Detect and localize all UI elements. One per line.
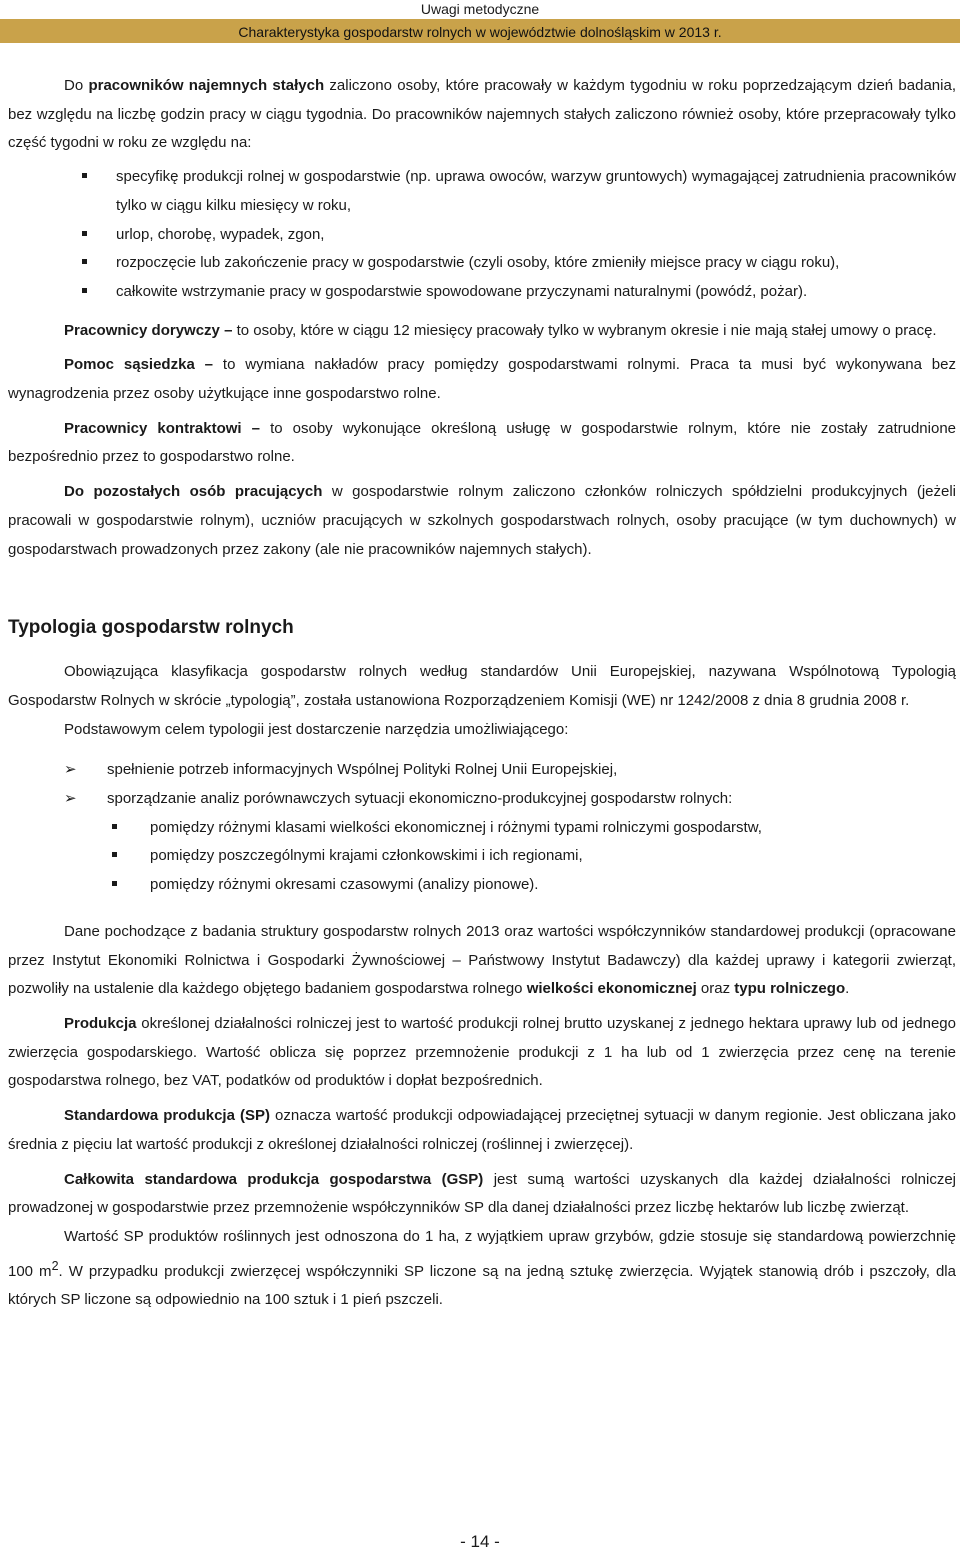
text-sp-value-1: Wartość SP produktów roślinnych jest odnoszona do 1 ha, z wyjątkiem upraw grzybów, gdzie stosuje się standardową powierzchnię 100 m [8,1227,956,1280]
term-neighbour-help: Pomoc sąsiedzka – [64,356,214,374]
paragraph-typology: Obowiązująca klasyfikacja gospodarstw rolnych według standardów Unii Europejskiej, nazywana Wspólnotową Typologią Gospodarstw Rolnych w skrócie „typologią”, została ustanowiona Rozporządzeniem Komisji (WE) nr 1242/2008 z dnia 8 grudnia 2008 r. [8,663,956,709]
arrow-bullet-icon: ➢ [64,790,77,808]
paragraph-contract-workers [8,415,956,472]
list-item [8,756,956,785]
list-item: specyfikę produkcji rolnej w gospodarstwie (np. uprawa owoców, warzyw gruntowych) wymagającej zatrudnienia pracowników tylko w ciągu kilku miesięcy w roku, [8,163,956,220]
paragraph-neighbour-help [8,351,956,408]
term-other-workers: Do pozostałych osób pracujących [64,483,323,501]
text-lead: Do [64,77,89,94]
list-item: całkowite wstrzymanie pracy w gospodarstwie spowodowane przyczynami naturalnymi (powódź, pożar). [8,278,956,307]
header-title: Uwagi metodyczne [420,1,540,17]
paragraph-casual-workers [8,317,956,346]
goal-text: sporządzanie analiz porównawczych sytuacji ekonomiczno-produkcyjnej gospodarstw rolnych: [107,790,733,808]
arrow-bullet-icon: ➢ [64,761,77,779]
paragraph-standard-output [8,1102,956,1159]
paragraph-production [8,1010,956,1096]
term-standard-output: Standardowa produkcja (SP) [64,1107,270,1125]
text-period: . [845,980,850,998]
definition-neighbour-help: to wymiana nakładów pracy pomiędzy gospodarstwami rolnymi. Praca ta musi być wykonywana bez wynagrodzenia przez osoby użytkujące inne gospodarstwo rolne. [8,356,956,403]
term-total-standard-output: Całkowita standardowa produkcja gospodarstwa (GSP) [64,1170,484,1188]
definition-casual-workers: to osoby, które w ciągu 12 miesięcy pracowały tylko w wybranym okresie i nie mają stałej umowy o pracę. [232,321,937,339]
term-farm-type: typu rolniczego [734,980,846,998]
paragraph-total-standard-output [8,1166,956,1223]
list-item: pomiędzy różnymi klasami wielkości ekonomicznej i różnymi typami rolniczymi gospodarstw, [8,814,956,843]
text-data-source: Dane pochodzące z badania struktury gospodarstw rolnych 2013 oraz wartości współczynników standardowej produkcji (opracowane przez Instytut Ekonomiki Rolnictwa i Gospodarki Żywnościowej – Państwowy Instytut Badawczy) dla każdej uprawy i kategorii zwierząt, pozwoliły na ustalenie dla każdego objętego badaniem gospodarstwa rolnego [8,922,956,998]
paragraph-permanent-workers [8,72,956,158]
text-conjunction: oraz [696,980,735,998]
superscript: 2 [51,1258,59,1273]
page-number: - 14 - [460,1532,500,1551]
definition-contract-workers: to osoby wykonujące określoną usługę w gospodarstwie rolnym, które nie zostały zatrudnione bezpośrednio przez to gospodarstwo rolne. [8,419,956,466]
text-sp-value-2: . W przypadku produkcji zwierzęcej współczynniki SP liczone są na jedną sztukę zwierzęcia. Wyjątek stanowią drób i pszczoły, dla których SP liczone są odpowiednio na 100 sztuk i 1 pień pszczeli. [8,1262,956,1309]
section-heading: Typologia gospodarstw rolnych [8,617,294,639]
list-item: rozpoczęcie lub zakończenie pracy w gospodarstwie (czyli osoby, które zmieniły miejsce pracy w ciągu roku), [8,249,956,278]
list-item [8,785,956,900]
list-item: pomiędzy poszczególnymi krajami członkowskimi i ich regionami, [8,842,956,871]
term-economic-size: wielkości ekonomicznej [526,980,697,998]
paragraph-other-workers [8,478,956,564]
paragraph-sp-value [8,1223,956,1315]
definition-total-standard-output: jest sumą wartości uzyskanych dla każdej działalności rolniczej prowadzonej w gospodarstwie przez przemnożenie współczynników SP dla danej działalności przez liczbę hektarów lub liczbę zwierząt. [8,1170,956,1217]
goal-text: spełnienie potrzeb informacyjnych Wspólnej Polityki Rolnej Unii Europejskiej, [107,761,618,779]
term-contract-workers: Pracownicy kontraktowi – [64,419,261,437]
reasons-list [8,163,956,307]
definition-other-workers: w gospodarstwie rolnym zaliczono członków rolniczych spółdzielni produkcyjnych (jeżeli pracowali w gospodarstwie rolnym), uczniów pracujących w szkolnych gospodarstwach rolnych, osoby pracujące (w tym duchownych) w gospodarstwach prowadzonych przez zakony (ale nie pracowników najemnych stałych). [8,483,956,558]
list-item: urlop, chorobę, wypadek, zgon, [8,221,956,250]
term-permanent-workers: pracowników najemnych stałych [88,77,325,94]
document-body [8,72,956,1315]
paragraph-data-source [8,918,956,1004]
definition-standard-output: oznacza wartość produkcji odpowiadającej przeciętnej sytuacji w danym regionie. Jest obliczana jako średnia z pięciu lat wartość produkcji z określonej działalności rolniczej (roślinnej i zwierzęcej). [8,1107,956,1153]
text-permanent-workers: zaliczono osoby, które pracowały w każdym tygodniu w roku poprzedzającym dzień badania, bez względu na liczbę godzin pracy w ciągu tygodnia. Do pracowników najemnych stałych zaliczono również osoby, które przepracowały tylko część tygodni w roku ze względu na: [8,77,956,152]
term-casual-workers: Pracownicy dorywczy – [64,321,233,339]
page-header [0,0,960,44]
goals-list [8,756,956,900]
term-production: Produkcja [64,1014,137,1032]
definition-production: określonej działalności rolniczej jest to wartość produkcji rolnej brutto uzyskanej z jednego hektara uprawy lub od jednego zwierzęcia gospodarskiego. Wartość oblicza się poprzez przemnożenie produkcji z 1 ha lub od 1 zwierzęcia przez cenę na terenie gospodarstwa rolnego, bez VAT, podatków od produktów i dopłat bezpośrednich. [8,1014,956,1090]
paragraph-typology-goal: Podstawowym celem typologii jest dostarczenie narzędzia umożliwiającego: [64,720,569,738]
list-item: pomiędzy różnymi okresami czasowymi (analizy pionowe). [8,871,956,900]
header-subtitle-bar: Charakterystyka gospodarstw rolnych w województwie dolnośląskim w 2013 r. [0,19,960,43]
comparisons-list [107,814,956,900]
